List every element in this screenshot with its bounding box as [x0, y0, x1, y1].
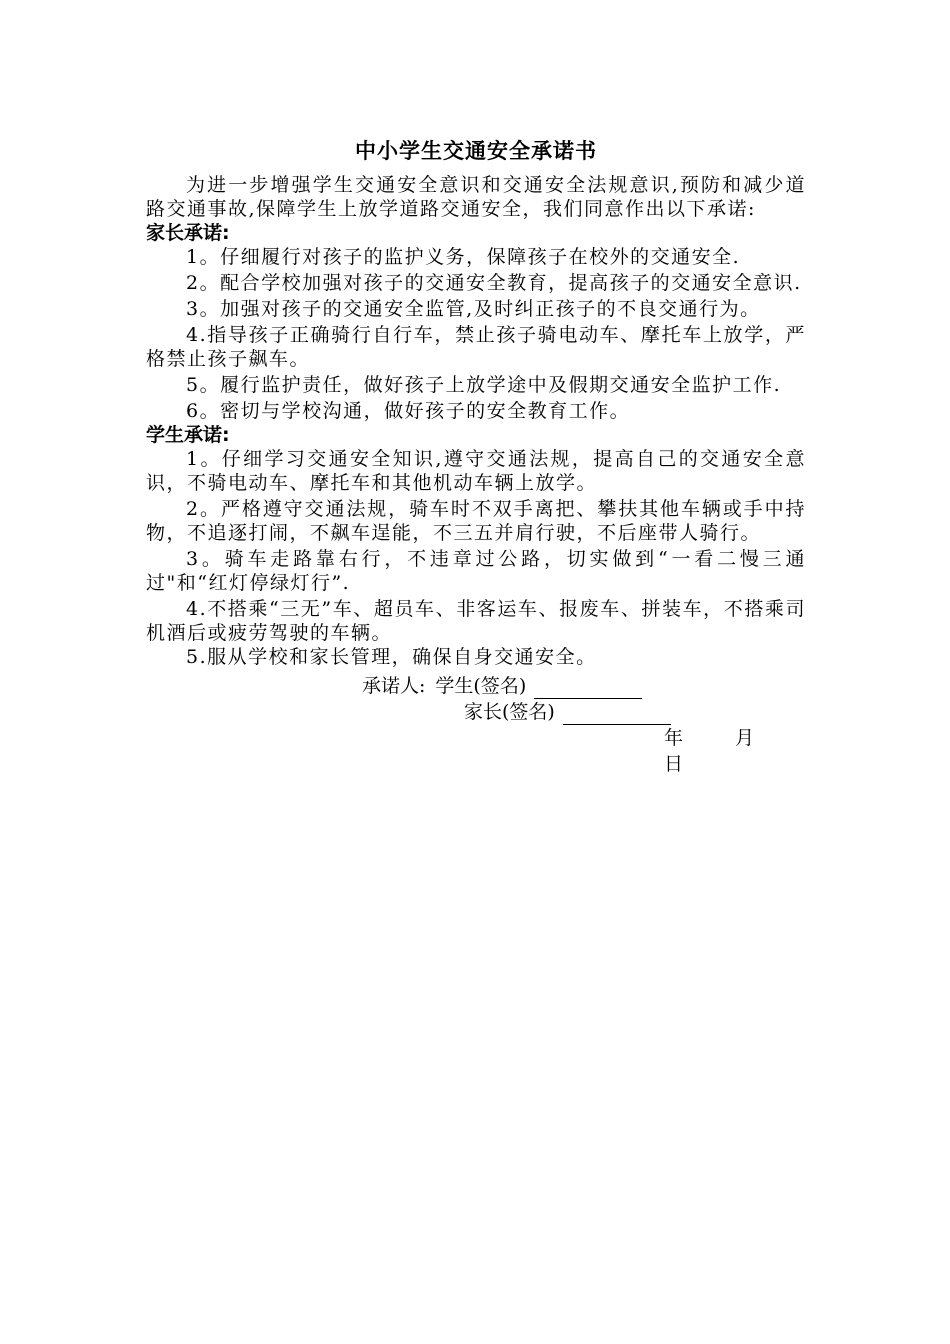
parent-item-5: 5。履行监护责任，做好孩子上放学途中及假期交通安全监护工作.	[186, 374, 782, 396]
parent-signature-line[interactable]	[563, 704, 671, 725]
student-section-heading: 学生承诺:	[146, 424, 230, 446]
parent-item-6: 6。密切与学校沟通，做好孩子的安全教育工作。	[186, 400, 631, 422]
student-signature-line[interactable]	[534, 678, 642, 699]
year-label: 年	[664, 727, 684, 749]
student-item-2: 2。严格遵守交通法规，骑车时不双手离把、攀扶其他车辆或手中持物，不追逐打闹，不飙车逞能，不三五并肩行驶，不后座带人骑行。	[146, 498, 806, 544]
parent-signature-row	[146, 699, 806, 725]
student-item-4: 4.不搭乘“三无”车、超员车、非客运车、报废车、拼装车，不搭乘司机酒后或疲劳驾驶的车辆。	[146, 598, 806, 644]
date-row	[146, 725, 806, 777]
promisor-label: 承诺人:	[362, 675, 426, 697]
student-signature-row	[146, 673, 806, 699]
document-page	[146, 137, 806, 777]
student-item-1: 1。仔细学习交通安全知识,遵守交通法规，提高自己的交通安全意识，不骑电动车、摩托车和其他机动车辆上放学。	[146, 448, 806, 494]
day-label: 日	[664, 753, 684, 775]
student-item-5: 5.服从学校和家长管理，确保自身交通安全。	[186, 646, 597, 668]
document-title: 中小学生交通安全承诺书	[355, 139, 597, 163]
parent-section-heading: 家长承诺:	[146, 222, 230, 244]
parent-item-2: 2。配合学校加强对孩子的交通安全教育，提高孩子的交通安全意识.	[186, 272, 802, 294]
student-signature-label: 学生(签名)	[435, 675, 527, 697]
parent-item-3: 3。加强对孩子的交通安全监管,及时纠正孩子的不良交通行为。	[186, 298, 761, 320]
signature-block	[146, 673, 806, 777]
student-item-3: 3。骑车走路靠右行，不违章过公路，切实做到“一看二慢三通过"和“红灯停绿灯行”.	[146, 548, 806, 594]
parent-signature-label: 家长(签名)	[464, 701, 555, 723]
month-label: 月	[735, 727, 755, 749]
parent-item-4: 4.指导孩子正确骑行自行车，禁止孩子骑电动车、摩托车上放学，严格禁止孩子飙车。	[146, 324, 806, 370]
intro-paragraph: 为进一步增强学生交通安全意识和交通安全法规意识,预防和减少道路交通事故,保障学生上放学道路交通安全，我们同意作出以下承诺:	[146, 174, 806, 220]
parent-item-1: 1。仔细履行对孩子的监护义务，保障孩子在校外的交通安全.	[186, 246, 741, 268]
